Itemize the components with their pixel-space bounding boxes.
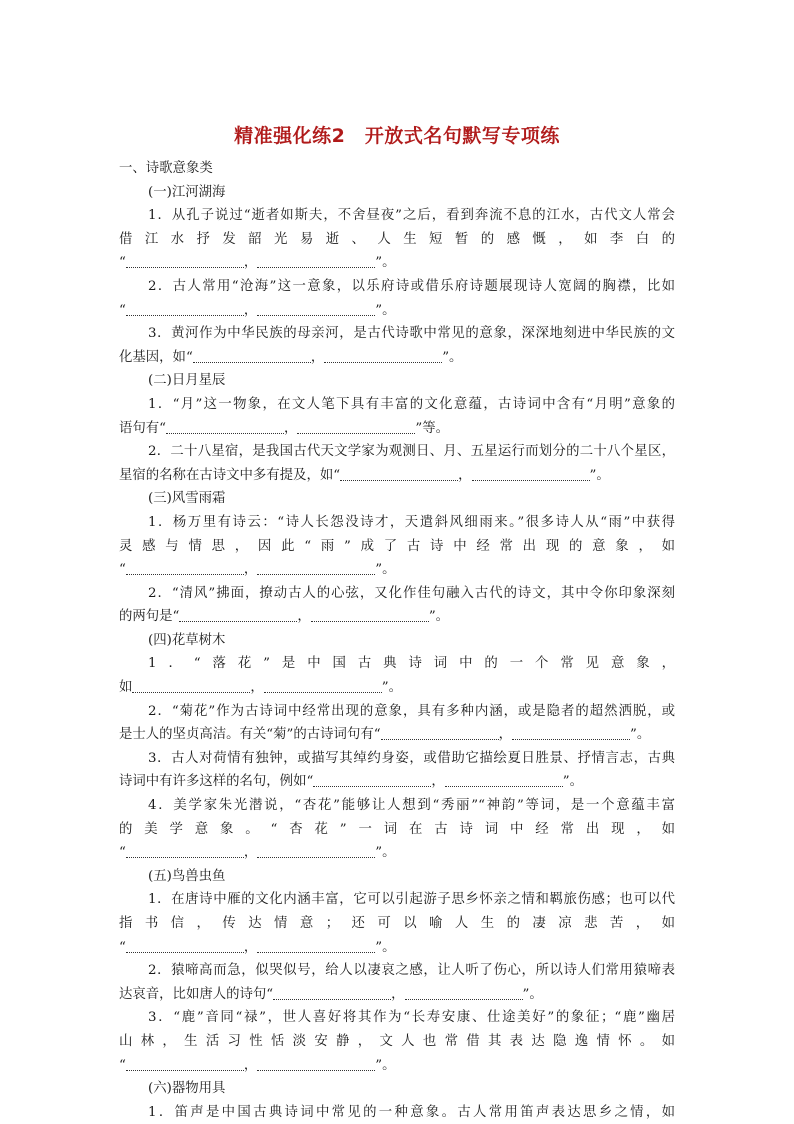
answer-line: 是士人的坚贞高洁。有关“菊”的古诗词句有“ ， ”。	[119, 727, 651, 743]
question-line: 借江水抒发韶光易逝、人生短暂的感慨，如李白的	[119, 231, 675, 247]
question-line: 3．黄河作为中华民族的母亲河，是古代诗歌中常见的意象，深深地刻进中华民族的文	[148, 326, 675, 342]
answer-blank[interactable]	[405, 985, 523, 1000]
answer-blank[interactable]	[126, 560, 244, 575]
subsection-heading: (五)鸟兽虫鱼	[148, 868, 226, 884]
answer-line: 的两句是“ ， ”。	[119, 609, 450, 625]
answer-line: 星宿的名称在古诗文中多有提及，如“ ， ”。	[119, 467, 610, 483]
answer-line: “ ， ”。	[119, 302, 396, 318]
answer-line: “ ， ”。	[119, 845, 396, 861]
answer-blank[interactable]	[445, 772, 563, 787]
answer-blank[interactable]	[313, 772, 431, 787]
subsection-heading: (二)日月星辰	[148, 373, 226, 389]
question-line: 3．古人对荷情有独钟，或描写其绰约身姿，或借助它描绘夏日胜景、抒情言志，古典	[148, 750, 675, 766]
question-line: 2．“菊花”作为古诗词中经常出现的意象，具有多种内涵，或是隐者的超然洒脱，或	[148, 703, 675, 719]
question-line: 1．杨万里有诗云：“诗人长怨没诗才，天遣斜风细雨来。”很多诗人从“雨”中获得	[148, 514, 675, 530]
question-line: 2．猿啼高而急，似哭似号，给人以凄哀之感，让人听了伤心，所以诗人们常用猿啼表	[148, 963, 675, 979]
answer-blank[interactable]	[166, 419, 284, 434]
question-line: 1．从孔子说过“逝者如斯夫，不舍昼夜”之后，看到奔流不息的江水，古代文人常会	[148, 208, 675, 224]
question-line: 山林，生活习性恬淡安静，文人也常借其表达隐逸情怀。如	[119, 1033, 675, 1049]
question-line: 1．“落花”是中国古典诗词中的一个常见意象，	[148, 656, 675, 672]
answer-blank[interactable]	[264, 678, 382, 693]
subsection-heading: (一)江河湖海	[148, 184, 226, 200]
answer-line: 达哀音，比如唐人的诗句“ ， ”。	[119, 986, 543, 1002]
answer-blank[interactable]	[512, 725, 630, 740]
question-line: 2．“清风”拂面，撩动古人的心弦，又化作佳句融入古代的诗文，其中令你印象深刻	[148, 585, 675, 601]
answer-blank[interactable]	[126, 938, 244, 953]
answer-blank[interactable]	[257, 253, 375, 268]
answer-line: “ ， ”。	[119, 1057, 396, 1073]
answer-line: 化基因，如“ ， ”。	[119, 349, 463, 365]
answer-blank[interactable]	[324, 348, 442, 363]
answer-line: “ ， ”。	[119, 255, 396, 271]
answer-line: “ ， ”。	[119, 562, 396, 578]
answer-line: “ ， ”。	[119, 939, 396, 955]
answer-line: 如 ， ”。	[119, 680, 403, 696]
subsection-heading: (四)花草树木	[148, 632, 226, 648]
answer-blank[interactable]	[179, 607, 297, 622]
answer-blank[interactable]	[132, 678, 250, 693]
question-line: 3．“鹿”音同“禄”，世人喜好将其作为“长寿安康、仕途美好”的象征；“鹿”幽居	[148, 1010, 675, 1026]
answer-blank[interactable]	[126, 843, 244, 858]
page-title: 精准强化练2 开放式名句默写专项练	[234, 125, 560, 147]
answer-blank[interactable]	[472, 466, 590, 481]
question-line: 灵感与情思，因此“雨”成了古诗中经常出现的意象，如	[119, 538, 675, 554]
answer-blank[interactable]	[257, 938, 375, 953]
answer-blank[interactable]	[273, 985, 391, 1000]
subsection-heading: (三)风雪雨霜	[148, 491, 226, 507]
question-line: 指书信，传达情意；还可以喻人生的凄凉悲苦，如	[119, 916, 675, 931]
answer-blank[interactable]	[126, 301, 244, 316]
question-line: 1．笛声是中国古典诗词中常见的一种意象。古人常用笛声表达思乡之情，如	[148, 1104, 675, 1120]
answer-blank[interactable]	[126, 1056, 244, 1071]
question-line: 2．二十八星宿，是我国古代天文学家为观测日、月、五星运行而划分的二十八个星区，	[148, 444, 675, 460]
question-line: 1．在唐诗中雁的文化内涵丰富，它可以引起游子思乡怀亲之情和羁旅伤感；也可以代	[148, 892, 675, 908]
answer-blank[interactable]	[381, 725, 499, 740]
answer-blank[interactable]	[257, 301, 375, 316]
question-line: 2．古人常用“沧海”这一意象，以乐府诗或借乐府诗题展现诗人宽阔的胸襟，比如	[148, 278, 675, 294]
question-line: 的美学意象。“杏花”一词在古诗词中经常出现，如	[119, 821, 675, 837]
answer-blank[interactable]	[126, 253, 244, 268]
answer-blank[interactable]	[257, 843, 375, 858]
section-heading: 一、诗歌意象类	[119, 161, 213, 176]
subsection-heading: (六)器物用具	[148, 1081, 226, 1097]
answer-blank[interactable]	[340, 466, 458, 481]
answer-line: 语句有“ ， ”等。	[119, 420, 450, 436]
answer-line: 诗词中有许多这样的名句，例如“ ， ”。	[119, 774, 583, 790]
answer-blank[interactable]	[257, 1056, 375, 1071]
document-body	[119, 157, 675, 1124]
question-line: 4．美学家朱光潜说，“杏花”能够让人想到“秀丽”“神韵”等词，是一个意蕴丰富	[148, 798, 675, 814]
answer-blank[interactable]	[297, 419, 415, 434]
answer-blank[interactable]	[257, 560, 375, 575]
answer-blank[interactable]	[311, 607, 429, 622]
question-line: 1．“月”这一物象，在文人笔下具有丰富的文化意蕴，古诗词中含有“月明”意象的	[148, 396, 675, 412]
answer-blank[interactable]	[193, 348, 311, 363]
